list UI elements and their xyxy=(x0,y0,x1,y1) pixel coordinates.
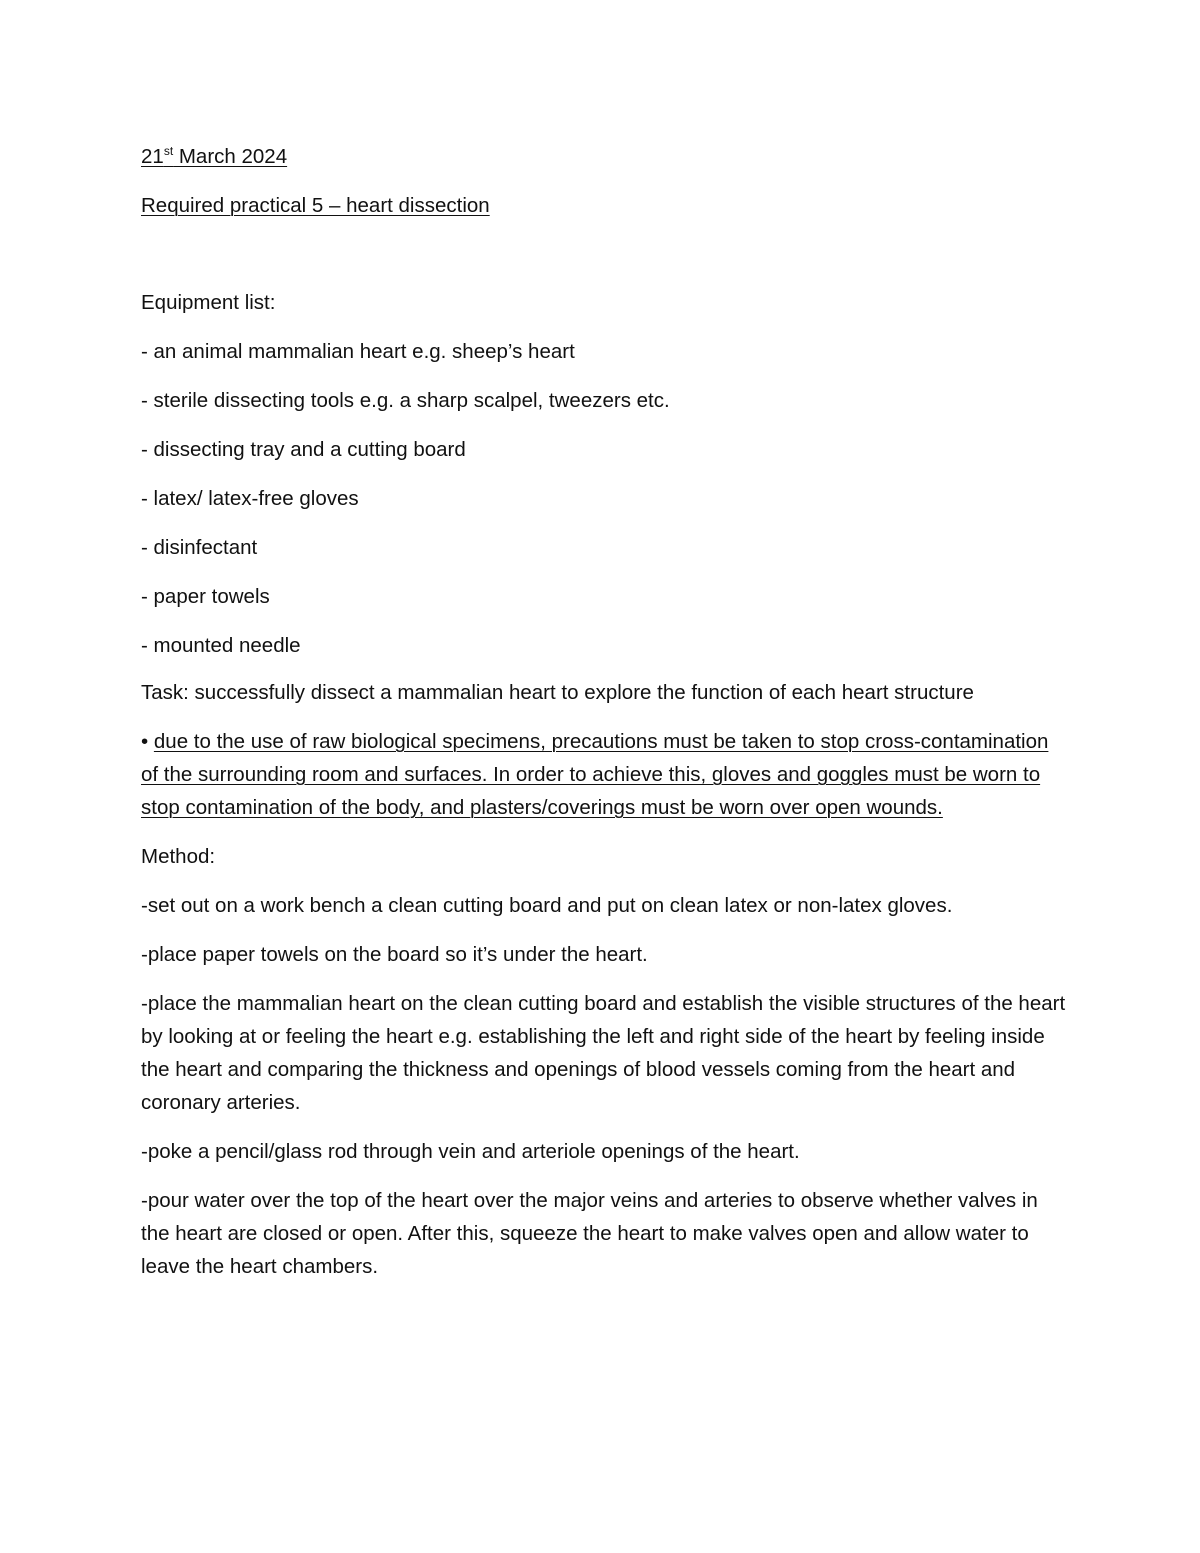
equipment-item: - latex/ latex-free gloves xyxy=(141,487,359,510)
document-date xyxy=(141,140,1071,173)
safety-warning xyxy=(141,725,1071,824)
task-paragraph: Task: successfully dissect a mammalian heart to explore the function of each heart structure xyxy=(141,681,974,704)
document-title: Required practical 5 – heart dissection xyxy=(141,194,490,217)
method-step: -set out on a work bench a clean cutting board and put on clean latex or non-latex gloves. xyxy=(141,894,953,917)
method-list xyxy=(141,889,1071,1283)
equipment-item: - mounted needle xyxy=(141,634,301,657)
equipment-item: - sterile dissecting tools e.g. a sharp scalpel, tweezers etc. xyxy=(141,389,670,412)
method-step: -place the mammalian heart on the clean cutting board and establish the visible structures of the heart by looking at or feeling the heart e.g. establishing the left and right side of the heart by feeling inside the heart and comparing the thickness and openings of blood vessels coming from the heart and coronary arteries. xyxy=(141,992,1066,1114)
equipment-item: - paper towels xyxy=(141,585,270,608)
document-body xyxy=(141,140,1071,1299)
warning-bullet-icon: • xyxy=(141,730,149,753)
date-day: 21 xyxy=(141,145,164,168)
method-step: -poke a pencil/glass rod through vein and arteriole openings of the heart. xyxy=(141,1140,800,1163)
warning-text: due to the use of raw biological specimens, precautions must be taken to stop cross-contamination of the surrounding room and surfaces. In order to achieve this, gloves and goggles must be worn to stop contamination of the body, and plasters/coverings must be worn over open wounds. xyxy=(141,730,1049,819)
date-rest: March 2024 xyxy=(173,145,288,168)
equipment-item: - dissecting tray and a cutting board xyxy=(141,438,466,461)
method-heading: Method: xyxy=(141,845,216,868)
spacer xyxy=(141,238,1071,286)
date-suffix: st xyxy=(163,144,174,159)
equipment-item: - an animal mammalian heart e.g. sheep’s heart xyxy=(141,340,575,363)
method-step: -place paper towels on the board so it’s under the heart. xyxy=(141,943,648,966)
method-step: -pour water over the top of the heart over the major veins and arteries to observe whether valves in the heart are closed or open. After this, squeeze the heart to make valves open and allow water to leave the heart chambers. xyxy=(141,1189,1038,1278)
equipment-heading: Equipment list: xyxy=(141,291,276,314)
equipment-list xyxy=(141,335,1071,662)
equipment-item: - disinfectant xyxy=(141,536,258,559)
